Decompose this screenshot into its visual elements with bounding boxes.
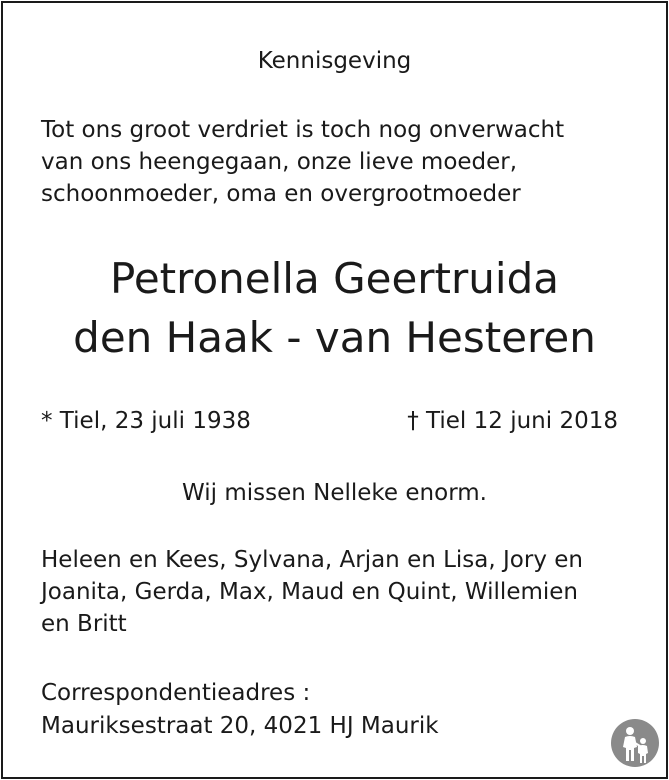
memorial-figures-icon	[611, 719, 659, 767]
deceased-name-line: den Haak - van Hesteren	[73, 313, 596, 362]
death-date: † Tiel 12 juni 2018	[407, 408, 618, 434]
family-line: Joanita, Gerda, Max, Maud en Quint, Willemien	[41, 579, 578, 605]
intro-text	[41, 114, 641, 210]
deceased-name	[3, 249, 666, 367]
address-label: Correspondentieadres :	[41, 680, 311, 706]
intro-line: Tot ons groot verdriet is toch nog onverwacht	[41, 117, 565, 143]
deceased-name-line: Petronella Geertruida	[110, 254, 559, 303]
message-text: Wij missen Nelleke enorm.	[182, 480, 487, 506]
intro-line: schoonmoeder, oma en overgrootmoeder	[41, 181, 521, 207]
address-line: Mauriksestraat 20, 4021 HJ Maurik	[41, 713, 439, 739]
family-line: Heleen en Kees, Sylvana, Arjan en Lisa, Jory en	[41, 547, 583, 573]
family-line: en Britt	[41, 611, 127, 637]
correspondence-address	[41, 677, 641, 743]
family-list	[41, 544, 651, 640]
intro-line: van ons heengegaan, onze lieve moeder,	[41, 149, 518, 175]
death-notice-card	[1, 1, 668, 779]
notice-heading: Kennisgeving	[257, 48, 412, 74]
birth-date: * Tiel, 23 juli 1938	[41, 408, 251, 434]
